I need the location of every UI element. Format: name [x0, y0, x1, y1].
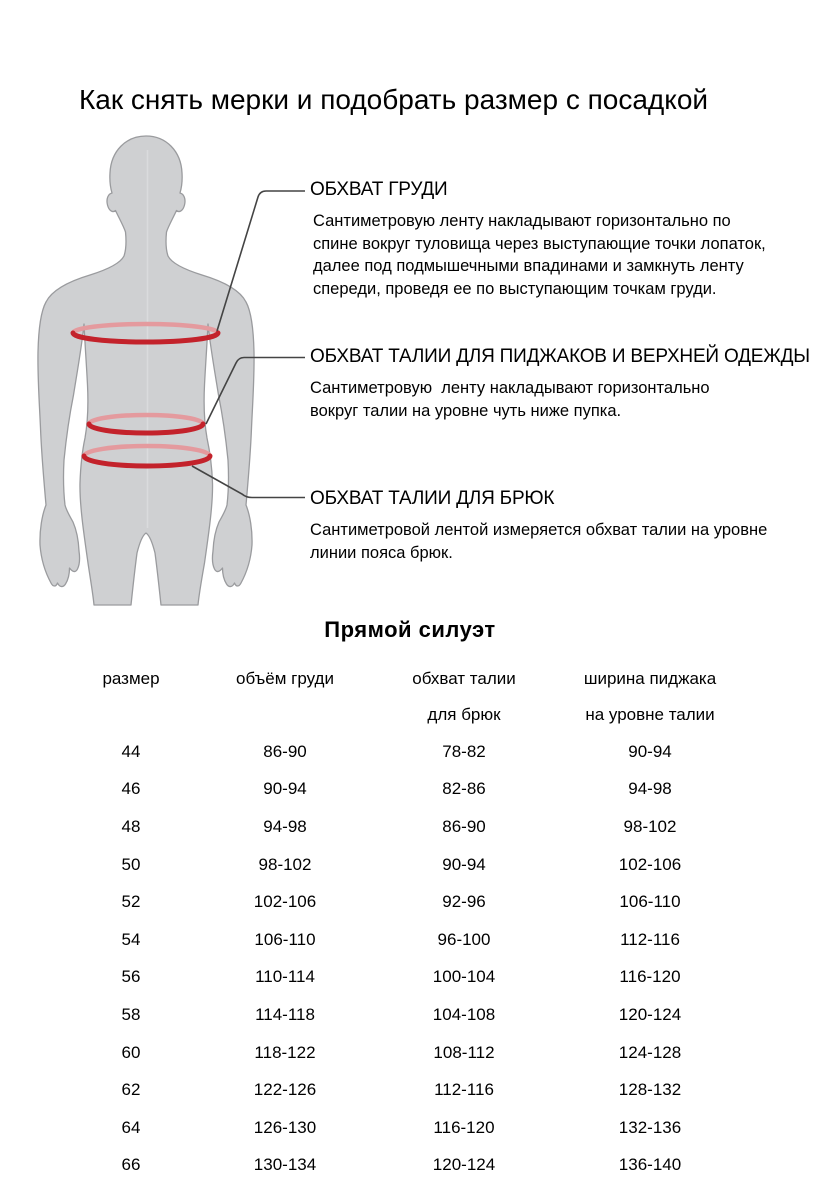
chest-value: 114-118 — [255, 1004, 315, 1024]
size-value: 48 — [121, 816, 141, 836]
measurement-section-jacket-waist — [310, 345, 810, 422]
width-value: 94-98 — [628, 779, 672, 799]
size-value: 44 — [121, 741, 141, 761]
size-table-header — [80, 661, 760, 733]
table-row — [80, 846, 760, 884]
width-value: 132-136 — [618, 1117, 682, 1137]
waist-value: 78-82 — [442, 741, 486, 761]
chest-value: 98-102 — [258, 854, 312, 874]
waist-value: 108-112 — [433, 1042, 495, 1062]
col-header-trouser-waist: обхват талии для брюк — [412, 669, 516, 724]
width-value: 90-94 — [628, 741, 672, 761]
size-value: 66 — [121, 1155, 141, 1175]
size-value: 56 — [121, 967, 141, 987]
table-row — [80, 771, 760, 809]
measurement-section-trouser-waist — [310, 487, 790, 564]
col-header-jacket-width: ширина пиджака на уровне талии — [583, 669, 717, 724]
table-title: Прямой силуэт — [324, 617, 496, 642]
size-value: 54 — [121, 929, 141, 949]
waist-value: 120-124 — [432, 1155, 496, 1175]
size-value: 58 — [121, 1004, 141, 1024]
chest-value: 110-114 — [255, 967, 315, 987]
width-value: 136-140 — [618, 1155, 682, 1175]
measurement-text-jacket-waist: Сантиметровую ленту накладывают горизонтально вокруг талии на уровне чуть ниже пупка. — [310, 379, 710, 420]
chest-value: 122-126 — [253, 1080, 317, 1100]
waist-value: 116-120 — [433, 1117, 495, 1137]
chest-value: 106-110 — [254, 929, 316, 949]
width-value: 102-106 — [618, 854, 682, 874]
waist-value: 96-100 — [437, 929, 491, 949]
size-value: 50 — [121, 854, 141, 874]
table-row — [80, 1034, 760, 1072]
table-row — [80, 1109, 760, 1147]
width-value: 116-120 — [619, 967, 681, 987]
chest-value: 126-130 — [253, 1117, 317, 1137]
measurement-heading-jacket-waist: ОБХВАТ ТАЛИИ ДЛЯ ПИДЖАКОВ И ВЕРХНЕЙ ОДЕЖДЫ — [310, 346, 810, 367]
width-value: 98-102 — [623, 816, 677, 836]
chest-value: 94-98 — [263, 816, 307, 836]
waist-value: 104-108 — [432, 1004, 496, 1024]
waist-value: 112-116 — [434, 1080, 494, 1100]
measurement-heading-trouser-waist: ОБХВАТ ТАЛИИ ДЛЯ БРЮК — [310, 488, 555, 509]
width-value: 124-128 — [618, 1042, 682, 1062]
table-row — [80, 921, 760, 959]
width-value: 128-132 — [618, 1080, 682, 1100]
width-value: 106-110 — [619, 892, 681, 912]
waist-value: 82-86 — [442, 779, 486, 799]
table-row — [80, 883, 760, 921]
size-table — [80, 661, 760, 1184]
waist-value: 86-90 — [442, 816, 486, 836]
table-row — [80, 1147, 760, 1185]
measurement-text-trouser-waist: Сантиметровой лентой измеряется обхват талии на уровне линии пояса брюк. — [310, 521, 768, 562]
width-value: 112-116 — [620, 929, 680, 949]
col-header-size: размер — [102, 669, 160, 688]
table-row — [80, 1071, 760, 1109]
table-row — [80, 996, 760, 1034]
size-value: 62 — [121, 1080, 141, 1100]
chest-value: 130-134 — [253, 1155, 317, 1175]
size-value: 52 — [121, 892, 141, 912]
page-title: Как снять мерки и подобрать размер с посадкой — [79, 84, 709, 115]
width-value: 120-124 — [618, 1004, 682, 1024]
measurement-section-chest — [310, 178, 790, 300]
male-silhouette — [38, 136, 254, 605]
table-row — [80, 733, 760, 771]
size-value: 60 — [121, 1042, 141, 1062]
waist-value: 90-94 — [442, 854, 486, 874]
size-value: 64 — [121, 1117, 141, 1137]
chest-value: 102-106 — [253, 892, 317, 912]
table-row — [80, 808, 760, 846]
chest-value: 118-122 — [254, 1042, 316, 1062]
col-header-chest: объём груди — [236, 669, 334, 688]
table-row — [80, 959, 760, 997]
waist-value: 100-104 — [432, 967, 496, 987]
measurement-text-chest: Сантиметровую ленту накладывают горизонтально по спине вокруг туловища через выступающие точки лопаток, далее под подмышечными впадинами и замкнуть ленту спереди, проведя ее по выступающим точкам груди. — [313, 212, 766, 298]
waist-value: 92-96 — [442, 892, 486, 912]
measurement-heading-chest: ОБХВАТ ГРУДИ — [310, 179, 448, 200]
chest-value: 86-90 — [263, 741, 307, 761]
chest-value: 90-94 — [263, 779, 307, 799]
size-value: 46 — [121, 779, 141, 799]
